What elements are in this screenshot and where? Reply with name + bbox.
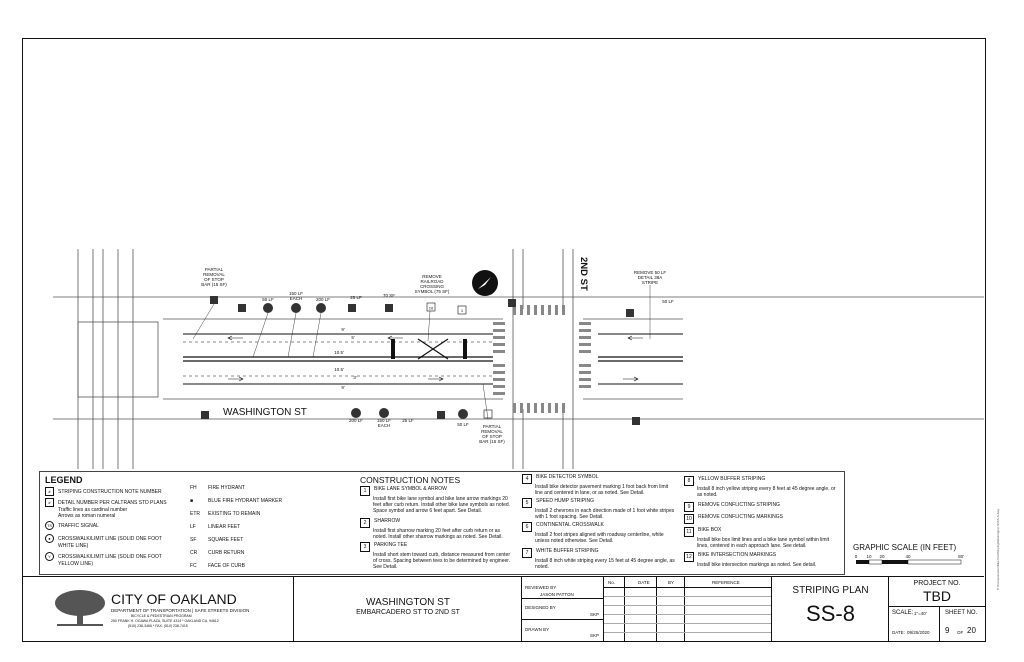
reviewed-by-label: REVIEWED BY	[525, 585, 557, 590]
svg-text:EACH: EACH	[377, 423, 391, 428]
graphic-scale-title: GRAPHIC SCALE (IN FEET)	[853, 543, 957, 552]
svg-text:40: 40	[905, 554, 911, 559]
program-name: BICYCLE & PEDESTRIAN PROGRAM	[131, 614, 192, 618]
reviewed-by-value: JASON PATTON	[540, 592, 574, 597]
svg-text:150 LF: 150 LF	[376, 418, 392, 423]
project-no-cell	[888, 577, 984, 641]
legend-item: FC FACE OF CURB	[190, 563, 245, 569]
file-path-sidebar: P:\Transportation\Bike Ped\Striping\Washington St\SS-8.dwg	[996, 509, 1000, 590]
designed-by-value: SKP	[590, 612, 600, 617]
svg-text:10.5': 10.5'	[334, 367, 344, 372]
svg-text:SYMBOL (75 SF): SYMBOL (75 SF)	[414, 289, 450, 294]
street-name-washington: WASHINGTON ST	[223, 407, 307, 418]
legend-item: LF LINEAR FEET	[190, 524, 241, 530]
svg-text:0: 0	[854, 554, 858, 559]
sheet-of: OF	[957, 630, 964, 635]
svg-text:25 LF: 25 LF	[402, 418, 414, 423]
construction-note-7: 7 WHITE BUFFER STRIPING Install 8 inch white striping every 15 feet at 45 degree angle, as noted.	[522, 548, 672, 570]
svg-text:200 LF: 200 LF	[315, 297, 331, 302]
svg-text:OF STOP: OF STOP	[482, 434, 502, 439]
callout-remove-railroad: REMOVE	[422, 274, 442, 279]
drawing-sheet	[22, 38, 986, 642]
svg-text:3': 3'	[353, 375, 357, 380]
svg-text:200 LF: 200 LF	[348, 418, 364, 423]
svg-text:10.5': 10.5'	[334, 350, 344, 355]
scale-label: SCALE:	[892, 610, 914, 616]
svg-text:OF STOP: OF STOP	[204, 277, 224, 282]
oak-tree-logo	[53, 589, 107, 627]
date-value: 09/25/2020	[907, 630, 930, 635]
scale-value: 1"=40'	[914, 611, 927, 616]
svg-text:50 LF: 50 LF	[262, 297, 274, 302]
svg-text:25 LF: 25 LF	[350, 295, 362, 300]
street-name-2nd: 2ND ST	[578, 257, 589, 291]
rev-header-date: DATE	[638, 580, 650, 585]
legend-item: CR CURB RETURN	[190, 550, 245, 556]
construction-note-5: 5 SPEED HUMP STRIPING Install 2 chevrons in each direction made of 1 foot white stripes with 1 foot spacing. See Detail.	[522, 498, 672, 520]
legend-item: ● CROSSWALK/LIMIT LINE (SOLID ONE FOOT WHITE LINE)	[45, 534, 162, 549]
svg-text:20: 20	[879, 554, 885, 559]
signoff-cell	[521, 577, 603, 641]
svg-text:REMOVAL: REMOVAL	[481, 429, 503, 434]
project-title: WASHINGTON ST	[366, 597, 450, 608]
legend-title: LEGEND	[45, 475, 83, 485]
project-cell	[293, 577, 521, 641]
legend-item: SF SQUARE FEET	[190, 537, 244, 543]
title-block	[23, 576, 984, 641]
project-no-value: TBD	[923, 588, 951, 604]
date-label: DATE:	[892, 630, 905, 635]
construction-note-8: 8 YELLOW BUFFER STRIPING Install 8 inch yellow striping every 8 feet at 45 degree angle, or as noted.	[684, 476, 834, 498]
plan-label: STRIPING PLAN	[792, 585, 869, 596]
construction-note-6: 6 CONTINENTAL CROSSWALK Install 2 foot stripes aligned with roadway centerline, white unless noted otherwise. See Detail.	[522, 522, 672, 544]
phone: (510) 238-3466 * FAX: (510) 238-7415	[128, 624, 188, 628]
note-tag-1: 1	[460, 308, 464, 313]
legend-item: TS TRAFFIC SIGNAL	[46, 522, 99, 529]
legend-item: # STRIPING CONSTRUCTION NOTE NUMBER	[45, 487, 162, 496]
legend-item: ETR EXISTING TO REMAIN	[190, 511, 261, 517]
construction-note-9: 9 REMOVE CONFLICTING STRIPING	[684, 502, 834, 512]
legend-item: Y CROSSWALK/LIMIT LINE (SOLID ONE FOOT YELLOW LINE)	[45, 552, 162, 567]
designed-by-label: DESIGNED BY	[525, 605, 556, 610]
department: DEPARTMENT OF TRANSPORTATION | SAFE STREETS DIVISION	[111, 608, 250, 613]
construction-note-3: 3 PARKING TEE Install short stem toward curb, distance measured from center of cross. Spacing between tees to be determined by engineer. See Detail.	[360, 542, 510, 570]
sheet-title-cell	[771, 577, 888, 641]
legend-item: FH FIRE HYDRANT	[190, 485, 245, 491]
callout-partial-removal-right: PARTIAL	[482, 424, 502, 429]
legend-notes-panel	[39, 471, 845, 575]
construction-note-2: 2 SHARROW Install first sharrow marking 20 feet after curb return or as noted. Install other sharrow markings as noted. See Detail.	[360, 518, 510, 540]
sheet-no-value: 9	[945, 626, 950, 635]
drawn-by-label: DRAWN BY	[525, 627, 550, 632]
svg-text:BAR (15 SF): BAR (15 SF)	[201, 282, 227, 287]
svg-text:150 LF: 150 LF	[288, 291, 304, 296]
project-subtitle: EMBARCADERO ST TO 2ND ST	[356, 609, 460, 616]
svg-text:5': 5'	[351, 335, 355, 340]
svg-text:STRIPE: STRIPE	[641, 280, 659, 285]
note-tag-10: 10	[428, 305, 434, 311]
legend-item: ■ BLUE FIRE HYDRANT MARKER	[190, 498, 283, 504]
svg-text:CROSSING: CROSSING	[419, 284, 445, 289]
svg-text:10: 10	[866, 554, 872, 559]
rev-header-no: No.	[608, 580, 616, 585]
agency-cell	[23, 577, 293, 641]
striping-plan-view	[23, 39, 984, 469]
construction-note-4: 4 BIKE DETECTOR SYMBOL Install bike detector pavement marking 1 foot back from limit line and centered in lane, or as noted. See Detail.	[522, 474, 672, 496]
svg-text:9': 9'	[341, 385, 345, 390]
project-no-label: PROJECT NO.	[913, 580, 961, 587]
callout-remove-50lf: REMOVE 50 LF	[633, 270, 667, 275]
construction-note-11: 11 BIKE BOX Install bike box limit lines and a bike lane symbol within limit lines, centered in each approach lane. See detail.	[684, 527, 834, 549]
svg-text:9': 9'	[341, 327, 345, 332]
svg-text:50 LF: 50 LF	[662, 299, 674, 304]
sheet-no-label: SHEET NO.	[945, 610, 978, 616]
construction-note-1: 1 BIKE LANE SYMBOL & ARROW Install first bike lane symbol and bike lane arrow markings 20 feet after curb return. Install other bike lane symbols as noted. Space symbol and arrow 6 feet apart. See Detail.	[360, 486, 510, 514]
construction-note-12: 12 BIKE INTERSECTION MARKINGS Install bike intersection markings as noted. See detail.	[684, 552, 834, 568]
rev-header-reference: REFERENCE	[712, 580, 740, 585]
marker-circle	[263, 303, 273, 313]
legend-item: # DETAIL NUMBER PER CALTRANS STD PLANS Traffic lines as cardinal number Arrows as roman numeral	[45, 498, 167, 519]
svg-text:80': 80'	[958, 554, 964, 559]
svg-text:RAILROAD: RAILROAD	[420, 279, 444, 284]
address: 250 FRANK H. OGAWA PLAZA, SUITE 4314 * OAKLAND CA, 94612	[111, 619, 219, 623]
marker-square	[210, 296, 218, 304]
rev-header-by: BY	[668, 580, 675, 585]
construction-notes-title: CONSTRUCTION NOTES	[360, 475, 461, 485]
svg-text:REMOVAL: REMOVAL	[203, 272, 225, 277]
svg-text:BAR (15 SF): BAR (15 SF)	[479, 439, 505, 444]
drawn-by-value: SKP	[590, 633, 600, 638]
sheet-code: SS-8	[806, 601, 855, 626]
sheet-total: 20	[967, 626, 976, 635]
graphic-scale-bar	[851, 553, 971, 569]
city-name: CITY OF OAKLAND	[111, 591, 237, 607]
construction-note-10: 10 REMOVE CONFLICTING MARKINGS	[684, 514, 834, 524]
svg-text:70 SF: 70 SF	[382, 293, 396, 298]
svg-text:DETAIL 38A: DETAIL 38A	[637, 275, 663, 280]
revision-table	[603, 577, 771, 641]
svg-text:50 LF: 50 LF	[457, 422, 469, 427]
callout-partial-removal-left: PARTIAL	[204, 267, 224, 272]
svg-text:EACH: EACH	[289, 296, 303, 301]
